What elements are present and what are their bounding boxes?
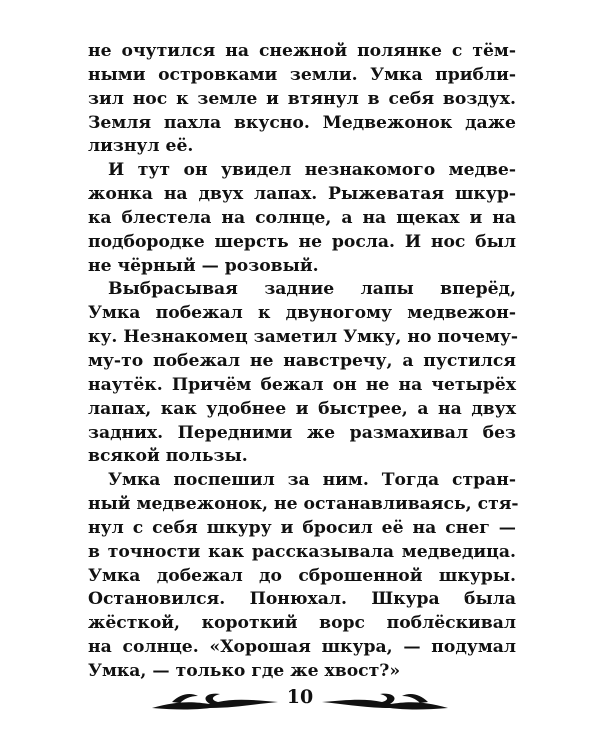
text-line: подбородке шерсть не росла. И нос был [88, 231, 516, 252]
text-line: Выбрасывая задние лапы вперёд, [108, 279, 516, 300]
text-line: наутёк. Причём бежал он не на четырёх [88, 374, 516, 395]
text-line: му-то побежал не навстречу, а пустился [88, 350, 516, 371]
text-line: И тут он увидел незнакомого медве- [108, 160, 516, 181]
page-footer [150, 686, 450, 712]
text-line: лапах, как удобнее и быстрее, а на двух [88, 398, 516, 419]
text-line: жёсткой, короткий ворс поблёскивал [88, 613, 516, 634]
text-line: Остановился. Понюхал. Шкура была [88, 589, 516, 610]
text-line: Умка добежал до сброшенной шкуры. [88, 565, 516, 586]
text-line: не очутился на снежной полянке с тём- [88, 41, 516, 61]
text-line: Умка поспешил за ним. Тогда стран- [108, 470, 516, 491]
text-line: Земля пахла вкусно. Медвежонок даже [88, 112, 516, 133]
text-line: Умка, — только где же хвост?» [88, 660, 401, 681]
text-line: на солнце. «Хорошая шкура, — подумал [88, 637, 516, 658]
text-line: лизнул её. [88, 136, 194, 157]
text-line: ка блестела на солнце, а на щеках и на [88, 207, 516, 228]
text-line: всякой пользы. [88, 446, 248, 467]
text-line: зил нос к земле и втянул в себя воздух. [88, 88, 516, 109]
text-line: в точности как рассказывала медведица. [88, 541, 516, 562]
text-line: Умка побежал к двуногому медвежон- [88, 303, 516, 324]
text-line: ными островками земли. Умка прибли- [88, 64, 516, 85]
text-line: не чёрный — розовый. [88, 255, 319, 276]
text-line: ку. Незнакомец заметил Умку, но почему- [88, 327, 519, 348]
text-line: жонка на двух лапах. Рыжеватая шкур- [88, 184, 516, 205]
text-line: ный медвежонок, не останавливаясь, стя- [88, 494, 519, 515]
page-number: 10 [286, 686, 314, 708]
text-line: нул с себя шкуру и бросил её на снег — [88, 517, 516, 538]
text-line: задних. Передними же размахивал без [88, 422, 516, 443]
body-text [88, 40, 519, 684]
ornament-right-icon [320, 690, 450, 712]
